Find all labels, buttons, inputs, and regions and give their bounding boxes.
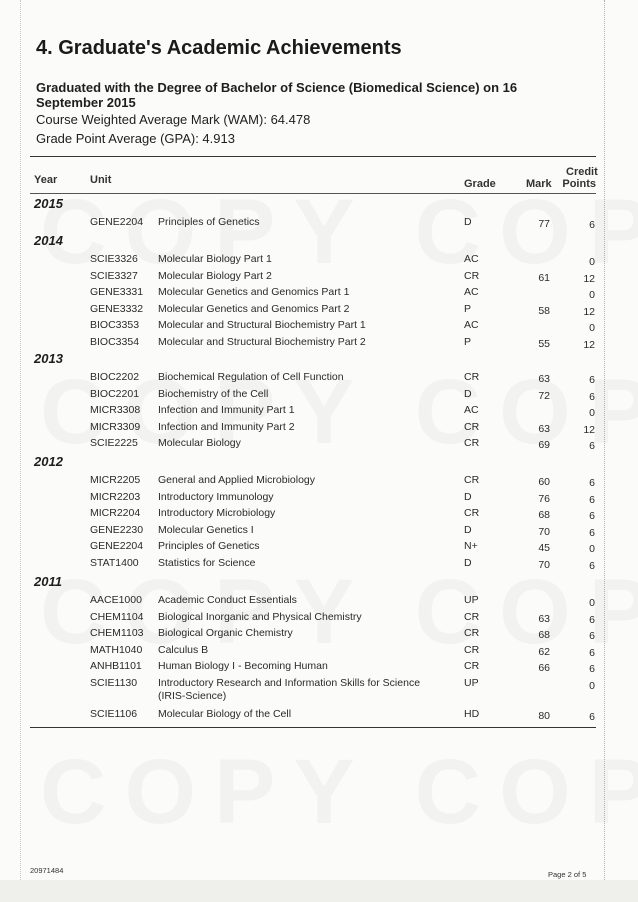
table-row: [0, 336, 638, 352]
unit-credit: 0: [589, 289, 595, 302]
unit-code: CHEM1104: [90, 610, 144, 623]
unit-title: Introductory Microbiology: [158, 507, 276, 520]
table-row: [0, 660, 638, 676]
unit-mark: 76: [538, 492, 550, 505]
table-row: [0, 421, 638, 437]
unit-grade: D: [464, 557, 472, 569]
table-row: [0, 216, 638, 232]
unit-code: BIOC3353: [90, 319, 140, 332]
unit-mark: 68: [538, 509, 550, 522]
year-label: 2013: [34, 351, 63, 366]
unit-credit: 6: [589, 390, 595, 403]
header-unit: Unit: [90, 174, 112, 186]
unit-grade: AC: [464, 319, 479, 332]
unit-grade: D: [464, 523, 472, 536]
unit-code: MICR2205: [90, 474, 141, 486]
table-row: [0, 627, 638, 643]
unit-title: Calculus B: [158, 643, 209, 656]
unit-title: Biological Inorganic and Physical Chemistry: [158, 610, 362, 623]
table-top-rule: [30, 156, 596, 157]
scan-bottom-band: [0, 880, 638, 902]
unit-title: Principles of Genetics: [158, 540, 260, 553]
unit-credit: 6: [589, 630, 595, 643]
unit-grade: D: [464, 216, 472, 228]
unit-credit: 12: [583, 305, 595, 318]
unit-title: Principles of Genetics: [158, 216, 260, 228]
unit-title: Introductory Immunology: [158, 490, 274, 503]
unit-mark: 58: [538, 304, 550, 317]
table-row: [0, 611, 638, 627]
unit-credit: 0: [589, 680, 595, 692]
unit-credit: 6: [589, 663, 595, 676]
unit-mark: 60: [538, 476, 550, 488]
unit-mark: 68: [538, 629, 550, 642]
unit-mark: 63: [538, 422, 550, 435]
unit-code: SCIE3327: [90, 269, 138, 282]
unit-grade: D: [464, 387, 472, 400]
unit-grade: CR: [464, 643, 480, 656]
unit-title: Molecular and Structural Biochemistry Part 2: [158, 336, 366, 348]
unit-code: SCIE1130: [90, 677, 138, 689]
unit-mark: 70: [538, 559, 550, 571]
unit-mark: 45: [538, 542, 550, 555]
unit-credit: 6: [589, 219, 595, 231]
unit-mark: 72: [538, 389, 550, 402]
unit-code: CHEM1103: [90, 627, 144, 640]
unit-code: AACE1000: [90, 594, 142, 606]
unit-title: Biological Organic Chemistry: [158, 627, 293, 640]
unit-code: SCIE3326: [90, 253, 138, 265]
copy-watermark: [40, 740, 638, 845]
unit-mark: 77: [538, 218, 550, 230]
unit-mark: 70: [538, 525, 550, 538]
unit-credit: 6: [589, 510, 595, 523]
unit-code: MICR3308: [90, 404, 141, 417]
unit-grade: CR: [464, 420, 480, 433]
year-label: 2014: [34, 233, 63, 248]
unit-credit: 12: [583, 423, 595, 436]
unit-title: Statistics for Science: [158, 557, 256, 569]
unit-title: General and Applied Microbiology: [158, 474, 316, 486]
unit-grade: CR: [464, 371, 480, 383]
unit-credit: 0: [589, 543, 595, 556]
unit-mark: 69: [538, 439, 550, 452]
unit-grade: CR: [464, 437, 480, 450]
unit-mark: 66: [538, 662, 550, 675]
unit-code: STAT1400: [90, 557, 139, 569]
table-row: [0, 437, 638, 453]
unit-credit: 6: [589, 477, 595, 489]
unit-code: GENE2204: [90, 540, 144, 553]
unit-code: MICR3309: [90, 420, 141, 433]
header-year: Year: [34, 174, 58, 186]
unit-credit: 0: [589, 322, 595, 335]
unit-credit: 6: [589, 374, 595, 386]
table-row: [0, 319, 638, 335]
table-row: [0, 491, 638, 507]
unit-grade: CR: [464, 660, 480, 673]
unit-title: Molecular Genetics and Genomics Part 2: [158, 302, 350, 315]
unit-credit: 6: [589, 646, 595, 659]
unit-credit: 6: [589, 493, 595, 506]
unit-code: MICR2203: [90, 490, 141, 503]
document-id: 20971484: [30, 866, 64, 875]
unit-grade: UP: [464, 677, 479, 689]
unit-grade: D: [464, 490, 472, 503]
unit-title: Infection and Immunity Part 2: [158, 420, 295, 433]
unit-title: Molecular Genetics and Genomics Part 1: [158, 286, 350, 299]
table-row: [0, 474, 638, 490]
unit-mark: 80: [538, 709, 550, 722]
table-row: [0, 708, 638, 724]
unit-mark: 63: [538, 373, 550, 385]
unit-title: Molecular Biology Part 2: [158, 269, 272, 282]
table-row: [0, 404, 638, 420]
gpa-line: Grade Point Average (GPA): 4.913: [36, 131, 235, 146]
unit-code: SCIE1106: [90, 707, 138, 720]
unit-title: Molecular and Structural Biochemistry Part 1: [158, 319, 366, 332]
table-row: [0, 270, 638, 286]
table-bottom-rule: [30, 727, 596, 728]
unit-mark: 63: [538, 612, 550, 625]
section-title: 4. Graduate's Academic Achievements: [36, 37, 402, 59]
header-credit-line1: Credit: [566, 166, 598, 178]
unit-code: BIOC2201: [90, 387, 140, 400]
unit-credit: 12: [583, 339, 595, 351]
year-label: 2011: [34, 574, 62, 589]
unit-grade: P: [464, 336, 472, 348]
unit-credit: 6: [589, 613, 595, 626]
unit-title: Academic Conduct Essentials: [158, 594, 297, 606]
unit-title: Molecular Biology of the Cell: [158, 707, 292, 720]
table-row: [0, 524, 638, 540]
header-mark: Mark: [526, 178, 552, 190]
unit-title: Molecular Genetics I: [158, 523, 254, 536]
unit-mark: 55: [538, 338, 550, 350]
table-row: [0, 371, 638, 387]
unit-title: Molecular Biology: [158, 437, 241, 450]
unit-grade: N+: [464, 540, 478, 553]
unit-code: BIOC2202: [90, 371, 140, 383]
unit-credit: 6: [589, 560, 595, 572]
unit-title: Molecular Biology Part 1: [158, 253, 272, 265]
unit-grade: AC: [464, 286, 479, 299]
unit-title: Biochemistry of the Cell: [158, 387, 269, 400]
table-row: [0, 594, 638, 610]
unit-grade: UP: [464, 594, 479, 606]
unit-mark: 61: [538, 271, 550, 284]
unit-credit: 6: [589, 440, 595, 453]
header-grade: Grade: [464, 178, 496, 190]
unit-code: BIOC3354: [90, 336, 140, 348]
unit-code: MATH1040: [90, 643, 143, 656]
unit-grade: CR: [464, 269, 480, 282]
year-label: 2012: [34, 454, 63, 469]
unit-grade: CR: [464, 507, 480, 520]
table-row: [0, 303, 638, 319]
unit-credit: 6: [589, 710, 595, 723]
header-bottom-rule: [30, 193, 596, 194]
table-row: [0, 557, 638, 573]
unit-grade: P: [464, 302, 472, 315]
unit-credit: 0: [589, 256, 595, 268]
unit-grade: CR: [464, 610, 480, 623]
page-number: Page 2 of 5: [548, 870, 587, 879]
unit-grade: CR: [464, 474, 480, 486]
unit-credit: 0: [589, 597, 595, 609]
table-row: [0, 507, 638, 523]
wam-line: Course Weighted Average Mark (WAM): 64.478: [36, 112, 311, 127]
unit-grade: AC: [464, 404, 479, 417]
unit-credit: 6: [589, 526, 595, 539]
table-row: [0, 644, 638, 660]
unit-code: GENE2230: [90, 523, 144, 536]
unit-mark: 62: [538, 645, 550, 658]
table-row: [0, 540, 638, 556]
unit-grade: AC: [464, 253, 479, 265]
unit-grade: CR: [464, 627, 480, 640]
table-row: [0, 253, 638, 269]
year-label: 2015: [34, 196, 63, 211]
table-row: [0, 286, 638, 302]
unit-title: Human Biology I - Becoming Human: [158, 660, 328, 673]
unit-code: ANHB1101: [90, 660, 142, 673]
unit-code: GENE3331: [90, 286, 144, 299]
unit-code: MICR2204: [90, 507, 141, 520]
unit-credit: 12: [583, 272, 595, 285]
unit-code: SCIE2225: [90, 437, 138, 450]
header-credit-line2: Points: [562, 178, 596, 190]
unit-code: GENE2204: [90, 216, 144, 228]
unit-title: Infection and Immunity Part 1: [158, 404, 295, 417]
unit-title: Introductory Research and Information Skills for Science (IRIS-Science): [158, 677, 421, 702]
table-row: [0, 388, 638, 404]
unit-grade: HD: [464, 707, 480, 720]
table-row: [0, 677, 638, 702]
unit-title: Biochemical Regulation of Cell Function: [158, 371, 344, 383]
unit-code: GENE3332: [90, 302, 144, 315]
unit-credit: 0: [589, 407, 595, 420]
degree-statement: Graduated with the Degree of Bachelor of Science (Biomedical Science) on 16 September 2015: [36, 80, 518, 110]
